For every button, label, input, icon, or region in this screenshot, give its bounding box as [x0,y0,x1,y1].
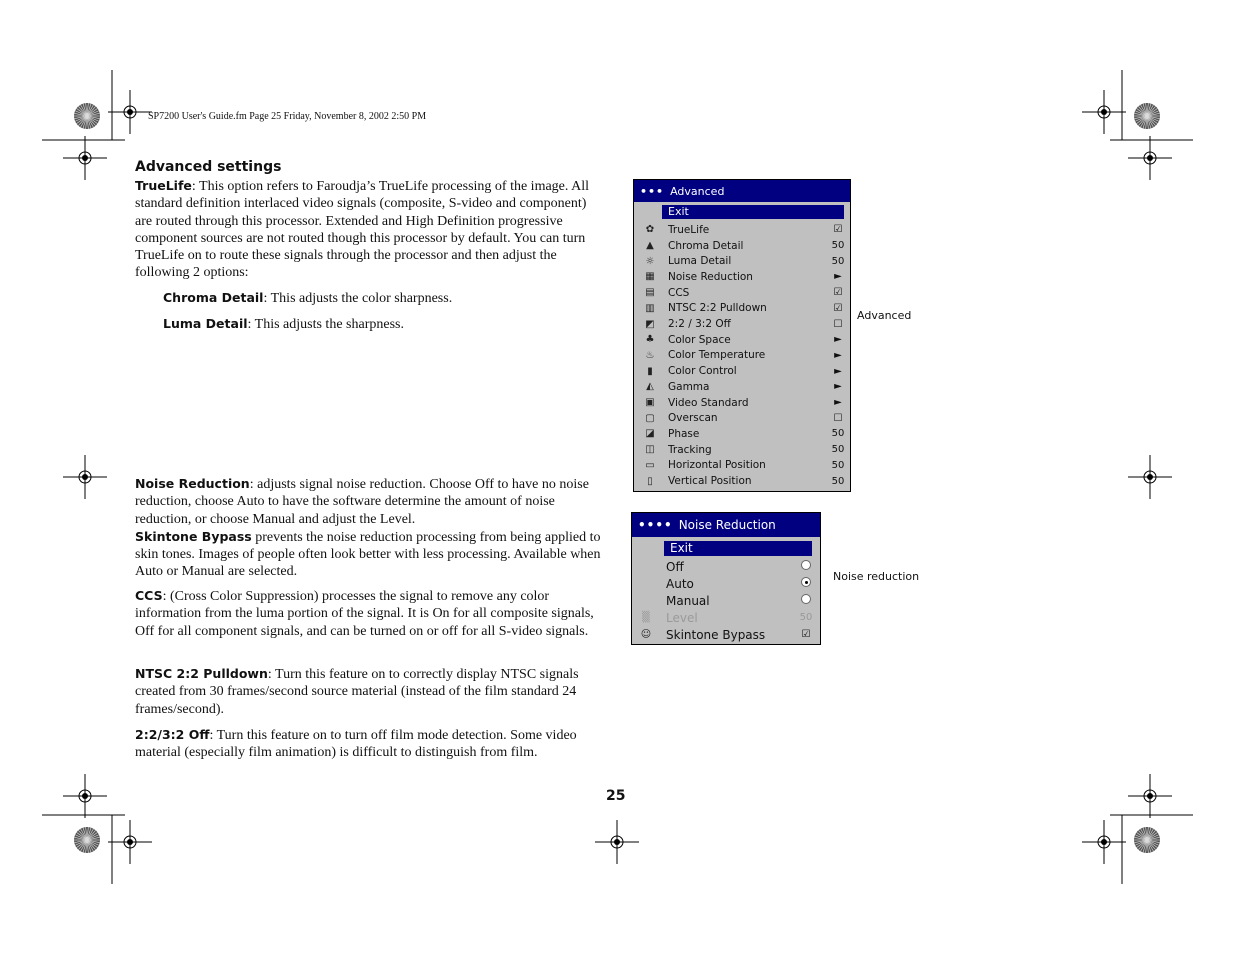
menu-item-label: CCS [668,286,690,299]
advanced-caption: Advanced [857,309,912,322]
submenu-arrow-icon[interactable]: ► [834,397,842,409]
advanced-exit-button[interactable]: Exit [662,205,844,219]
film-icon: ◩ [645,318,655,330]
noise-item-label: Off [666,559,684,574]
noise-icon: ▦ [645,271,655,283]
luma-paragraph [163,316,404,333]
ccs-term: CCS [135,588,163,603]
value-readout[interactable]: 50 [831,428,845,440]
menu-item-label: NTSC 2:2 Pulldown [668,302,767,315]
menu-item-color-temperature[interactable] [634,348,850,364]
level-icon: ▒ [642,612,650,623]
luma-term: Luma Detail [163,316,248,331]
chroma-term: Chroma Detail [163,290,264,305]
menu-item-2-2-3-2-off[interactable] [634,316,850,332]
value-readout[interactable]: 50 [831,240,845,252]
chroma-text: : This adjusts the color sharpness. [263,291,453,306]
menu-dots-icon: ••• [640,184,665,198]
blank-icon-slot [638,561,654,573]
menu-item-label: Horizontal Position [668,459,766,472]
blank-icon-slot [638,595,654,607]
menu-item-label: Phase [668,427,700,440]
noise-reduction-menu [631,512,821,645]
section-title: Advanced settings [135,159,282,175]
film-mode-text: : Turn this feature on to turn off film mode detection. Some video material (especially film animation) is difficult to distinguish from film. [135,728,577,761]
submenu-arrow-icon[interactable]: ► [834,271,842,283]
menu-dots-icon: •••• [638,518,673,532]
ntsc-icon: ▥ [645,302,655,314]
video-standard-icon: ▣ [645,397,655,409]
file-header: SP7200 User's Guide.fm Page 25 Friday, November 8, 2002 2:50 PM [148,111,427,122]
blank-icon-slot [638,578,654,590]
noise-text: : adjusts signal noise reduction. Choose Off to have no noise reduction, choose Auto to have the software determine the amount of noise reduction, or choose Manual and adjust the Level. [135,477,589,527]
advanced-menu [633,179,851,492]
checkbox[interactable]: ☐ [833,318,843,330]
chroma-paragraph [163,290,452,307]
submenu-arrow-icon[interactable]: ► [834,381,842,393]
noise-item-off[interactable] [632,558,820,575]
film-mode-term: 2:2/3:2 Off [135,727,210,742]
chroma-icon: ▲ [646,240,654,252]
menu-item-vertical-position[interactable] [634,473,850,489]
menu-item-chroma-detail[interactable] [634,238,850,254]
ntsc-paragraph [135,665,605,718]
menu-item-label: Color Temperature [668,349,766,362]
ccs-paragraph [135,587,605,640]
menu-item-label: Tracking [668,443,712,456]
radio-unselected[interactable] [801,560,811,570]
menu-item-truelife[interactable] [634,222,850,238]
noise-menu-title-bar [632,513,820,537]
menu-item-label: Video Standard [668,396,749,409]
color-space-icon: ♣ [645,334,655,346]
skintone-text: prevents the noise reduction processing from being applied to skin tones. Images of people often look better with less processing. Available when Auto or Manual are selected. [135,529,601,580]
menu-item-label: Overscan [668,412,718,425]
menu-item-color-space[interactable] [634,332,850,348]
truelife-term: TrueLife [135,178,192,193]
noise-paragraph [135,475,605,581]
ntsc-term: NTSC 2:2 Pulldown [135,666,268,681]
menu-item-label: Color Space [668,333,731,346]
noise-item-label: Manual [666,593,710,608]
menu-item-tracking[interactable] [634,442,850,458]
value-readout: 50 [799,612,813,623]
menu-item-label: Gamma [668,380,710,393]
ccs-text: : (Cross Color Suppression) processes the signal to remove any color information from the luma portion of the signal. It is On for all composite signals, Off for all component signals, and can be turned on or off for all S-video signals. [135,589,594,639]
gamma-icon: ◭ [646,381,654,393]
submenu-arrow-icon[interactable]: ► [834,334,842,346]
overscan-icon: ▢ [645,412,655,424]
noise-term: Noise Reduction [135,476,250,491]
value-readout[interactable]: 50 [831,255,845,267]
starburst-mark [74,103,100,129]
luma-icon: ☼ [645,255,655,267]
submenu-arrow-icon[interactable]: ► [834,349,842,361]
value-readout[interactable]: 50 [831,444,845,456]
tracking-icon: ◫ [645,444,655,456]
noise-item-label: Auto [666,576,694,591]
noise-reduction-caption: Noise reduction [833,570,920,583]
menu-item-label: Chroma Detail [668,239,744,252]
advanced-menu-title: Advanced [670,184,725,198]
noise-item-level [632,609,820,626]
ntsc-text: : Turn this feature on to correctly display NTSC signals created from 30 frames/second source material (instead of the film standard 24 frames/second). [135,667,579,717]
starburst-mark [1134,827,1160,853]
luma-text: : This adjusts the sharpness. [247,317,404,332]
horizontal-position-icon: ▭ [645,459,655,471]
noise-exit-button[interactable]: Exit [664,541,812,556]
starburst-mark [1134,103,1160,129]
menu-item-luma-detail[interactable] [634,253,850,269]
noise-item-manual[interactable] [632,592,820,609]
menu-item-gamma[interactable] [634,379,850,395]
truelife-paragraph [135,177,605,282]
checkbox[interactable]: ☐ [833,412,843,424]
menu-item-ntsc-2-2-pulldown[interactable] [634,301,850,317]
menu-item-video-standard[interactable] [634,395,850,411]
phase-icon: ◪ [645,428,655,440]
vertical-position-icon: ▯ [647,475,653,487]
starburst-mark [74,827,100,853]
skintone-term: Skintone Bypass [135,528,252,544]
radio-selected[interactable] [801,577,811,587]
film-mode-paragraph [135,726,605,762]
menu-item-label: Color Control [668,365,737,378]
menu-item-label: 2:2 / 3:2 Off [668,318,731,331]
truelife-icon: ✿ [645,224,655,236]
menu-item-noise-reduction[interactable] [634,269,850,285]
noise-item-skintone-bypass[interactable] [632,626,820,643]
menu-item-label: TrueLife [668,223,710,236]
menu-item-label: Noise Reduction [668,270,753,283]
menu-item-ccs[interactable] [634,285,850,301]
menu-item-overscan[interactable] [634,410,850,426]
noise-item-label: Skintone Bypass [666,627,766,642]
radio-slot[interactable] [792,577,820,590]
radio-slot[interactable] [792,594,820,607]
menu-item-phase[interactable] [634,426,850,442]
checkbox[interactable]: ☑ [833,302,843,314]
noise-item-auto[interactable] [632,575,820,592]
noise-menu-title: Noise Reduction [678,518,776,532]
checkbox[interactable]: ☑ [833,287,843,299]
menu-item-label: Luma Detail [668,255,732,268]
skintone-icon: ☺ [640,629,652,640]
noise-item-label: Level [666,610,698,625]
value-readout[interactable]: 50 [831,475,845,487]
value-readout[interactable]: 50 [831,459,845,471]
menu-item-color-control[interactable] [634,363,850,379]
thermometer-icon: ♨ [645,349,655,361]
advanced-menu-title-bar [634,180,850,202]
radio-slot[interactable] [792,560,820,573]
checkbox[interactable]: ☑ [801,629,811,640]
checkbox[interactable]: ☑ [833,224,843,236]
color-control-icon: ▮ [647,365,653,377]
truelife-text: : This option refers to Faroudja’s TrueLife processing of the image. All standard definition interlaced video signals (composite, S-video and component) are routed through this processor. Extended and High Definition progressive component sources are not routed though this processor by default. You can turn TrueLife on to route these signals through the processor and then adjust the following 2 options: [135,179,590,281]
menu-item-horizontal-position[interactable] [634,458,850,474]
page-number: 25 [606,788,626,804]
radio-unselected[interactable] [801,594,811,604]
submenu-arrow-icon[interactable]: ► [834,365,842,377]
ccs-icon: ▤ [645,287,655,299]
menu-item-label: Vertical Position [668,475,752,488]
